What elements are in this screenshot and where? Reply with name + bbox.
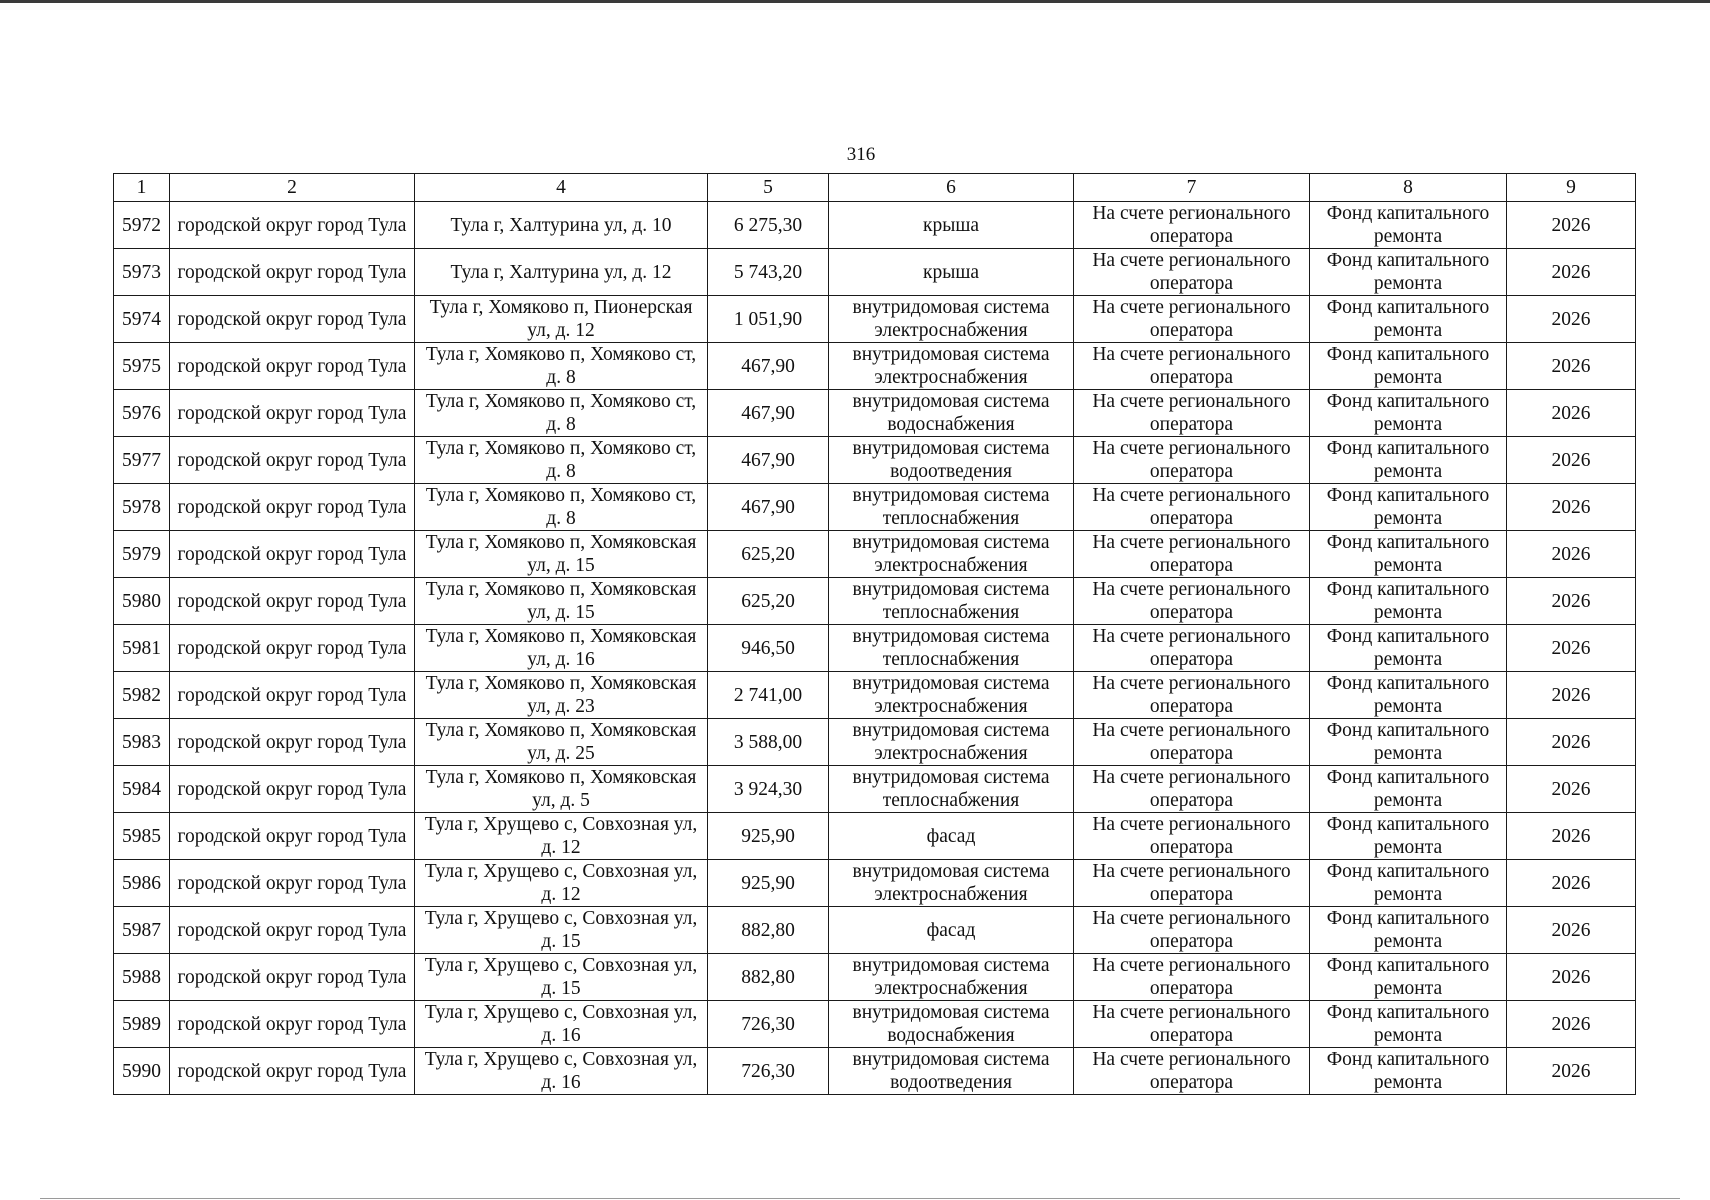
- scan-border-top: [0, 0, 1710, 3]
- work-type-cell: фасад: [829, 813, 1074, 860]
- row-number-cell: 5984: [114, 766, 170, 813]
- row-number-cell: 5990: [114, 1048, 170, 1095]
- district-cell: городской округ город Тула: [170, 813, 415, 860]
- funding-source-cell: Фонд капитального ремонта: [1310, 860, 1507, 907]
- area-cell: 882,80: [708, 954, 829, 1001]
- address-cell: Тула г, Хрущево с, Совхозная ул, д. 16: [415, 1001, 708, 1048]
- district-cell: городской округ город Тула: [170, 766, 415, 813]
- area-cell: 946,50: [708, 625, 829, 672]
- address-cell: Тула г, Хомяково п, Хомяково ст, д. 8: [415, 390, 708, 437]
- funding-source-cell: Фонд капитального ремонта: [1310, 202, 1507, 249]
- account-cell: На счете регионального оператора: [1074, 343, 1310, 390]
- area-cell: 3 924,30: [708, 766, 829, 813]
- year-cell: 2026: [1507, 296, 1636, 343]
- address-cell: Тула г, Халтурина ул, д. 12: [415, 249, 708, 296]
- district-cell: городской округ город Тула: [170, 390, 415, 437]
- address-cell: Тула г, Халтурина ул, д. 10: [415, 202, 708, 249]
- account-cell: На счете регионального оператора: [1074, 719, 1310, 766]
- funding-source-cell: Фонд капитального ремонта: [1310, 813, 1507, 860]
- area-cell: 467,90: [708, 437, 829, 484]
- row-number-cell: 5977: [114, 437, 170, 484]
- row-number-cell: 5976: [114, 390, 170, 437]
- account-cell: На счете регионального оператора: [1074, 296, 1310, 343]
- area-cell: 925,90: [708, 860, 829, 907]
- funding-source-cell: Фонд капитального ремонта: [1310, 625, 1507, 672]
- year-cell: 2026: [1507, 202, 1636, 249]
- year-cell: 2026: [1507, 1048, 1636, 1095]
- district-cell: городской округ город Тула: [170, 954, 415, 1001]
- account-cell: На счете регионального оператора: [1074, 672, 1310, 719]
- work-type-cell: внутридомовая система теплоснабжения: [829, 578, 1074, 625]
- account-cell: На счете регионального оператора: [1074, 766, 1310, 813]
- work-type-cell: внутридомовая система теплоснабжения: [829, 766, 1074, 813]
- year-cell: 2026: [1507, 437, 1636, 484]
- work-type-cell: фасад: [829, 907, 1074, 954]
- row-number-cell: 5972: [114, 202, 170, 249]
- address-cell: Тула г, Хрущево с, Совхозная ул, д. 12: [415, 860, 708, 907]
- scan-border-bottom: [40, 1198, 1680, 1199]
- district-cell: городской округ город Тула: [170, 484, 415, 531]
- account-cell: На счете регионального оператора: [1074, 1001, 1310, 1048]
- year-cell: 2026: [1507, 672, 1636, 719]
- account-cell: На счете регионального оператора: [1074, 1048, 1310, 1095]
- district-cell: городской округ город Тула: [170, 202, 415, 249]
- address-cell: Тула г, Хомяково п, Хомяково ст, д. 8: [415, 343, 708, 390]
- district-cell: городской округ город Тула: [170, 907, 415, 954]
- page-number: 316: [846, 144, 876, 165]
- work-type-cell: внутридомовая система водоснабжения: [829, 390, 1074, 437]
- funding-source-cell: Фонд капитального ремонта: [1310, 531, 1507, 578]
- account-cell: На счете регионального оператора: [1074, 249, 1310, 296]
- table-row: [114, 343, 1636, 390]
- area-cell: 6 275,30: [708, 202, 829, 249]
- area-cell: 625,20: [708, 578, 829, 625]
- row-number-cell: 5979: [114, 531, 170, 578]
- year-cell: 2026: [1507, 249, 1636, 296]
- row-number-cell: 5986: [114, 860, 170, 907]
- funding-source-cell: Фонд капитального ремонта: [1310, 390, 1507, 437]
- table-row: [114, 954, 1636, 1001]
- year-cell: 2026: [1507, 766, 1636, 813]
- row-number-cell: 5988: [114, 954, 170, 1001]
- funding-source-cell: Фонд капитального ремонта: [1310, 719, 1507, 766]
- account-cell: На счете регионального оператора: [1074, 625, 1310, 672]
- area-cell: 625,20: [708, 531, 829, 578]
- district-cell: городской округ город Тула: [170, 343, 415, 390]
- table-row: [114, 296, 1636, 343]
- year-cell: 2026: [1507, 719, 1636, 766]
- account-cell: На счете регионального оператора: [1074, 813, 1310, 860]
- area-cell: 467,90: [708, 343, 829, 390]
- column-header: 4: [415, 174, 708, 202]
- row-number-cell: 5974: [114, 296, 170, 343]
- account-cell: На счете регионального оператора: [1074, 390, 1310, 437]
- year-cell: 2026: [1507, 578, 1636, 625]
- year-cell: 2026: [1507, 484, 1636, 531]
- column-header: 7: [1074, 174, 1310, 202]
- funding-source-cell: Фонд капитального ремонта: [1310, 343, 1507, 390]
- address-cell: Тула г, Хрущево с, Совхозная ул, д. 12: [415, 813, 708, 860]
- funding-source-cell: Фонд капитального ремонта: [1310, 484, 1507, 531]
- table-row: [114, 390, 1636, 437]
- funding-source-cell: Фонд капитального ремонта: [1310, 578, 1507, 625]
- year-cell: 2026: [1507, 1001, 1636, 1048]
- address-cell: Тула г, Хомяково п, Хомяковская ул, д. 15: [415, 578, 708, 625]
- account-cell: На счете регионального оператора: [1074, 437, 1310, 484]
- account-cell: На счете регионального оператора: [1074, 578, 1310, 625]
- funding-source-cell: Фонд капитального ремонта: [1310, 1001, 1507, 1048]
- table-row: [114, 719, 1636, 766]
- address-cell: Тула г, Хомяково п, Хомяковская ул, д. 16: [415, 625, 708, 672]
- registry-table: [113, 173, 1636, 1095]
- work-type-cell: крыша: [829, 249, 1074, 296]
- year-cell: 2026: [1507, 954, 1636, 1001]
- district-cell: городской округ город Тула: [170, 437, 415, 484]
- work-type-cell: внутридомовая система водоотведения: [829, 1048, 1074, 1095]
- address-cell: Тула г, Хомяково п, Хомяковская ул, д. 15: [415, 531, 708, 578]
- column-header: 2: [170, 174, 415, 202]
- year-cell: 2026: [1507, 860, 1636, 907]
- account-cell: На счете регионального оператора: [1074, 907, 1310, 954]
- row-number-cell: 5981: [114, 625, 170, 672]
- work-type-cell: внутридомовая система электроснабжения: [829, 343, 1074, 390]
- row-number-cell: 5989: [114, 1001, 170, 1048]
- address-cell: Тула г, Хомяково п, Хомяковская ул, д. 25: [415, 719, 708, 766]
- area-cell: 882,80: [708, 907, 829, 954]
- area-cell: 5 743,20: [708, 249, 829, 296]
- account-cell: На счете регионального оператора: [1074, 860, 1310, 907]
- work-type-cell: внутридомовая система электроснабжения: [829, 672, 1074, 719]
- column-header: 9: [1507, 174, 1636, 202]
- work-type-cell: внутридомовая система теплоснабжения: [829, 484, 1074, 531]
- area-cell: 1 051,90: [708, 296, 829, 343]
- district-cell: городской округ город Тула: [170, 860, 415, 907]
- area-cell: 467,90: [708, 390, 829, 437]
- address-cell: Тула г, Хрущево с, Совхозная ул, д. 16: [415, 1048, 708, 1095]
- district-cell: городской округ город Тула: [170, 296, 415, 343]
- account-cell: На счете регионального оператора: [1074, 531, 1310, 578]
- year-cell: 2026: [1507, 343, 1636, 390]
- funding-source-cell: Фонд капитального ремонта: [1310, 766, 1507, 813]
- year-cell: 2026: [1507, 390, 1636, 437]
- work-type-cell: внутридомовая система водоснабжения: [829, 1001, 1074, 1048]
- column-header: 5: [708, 174, 829, 202]
- area-cell: 2 741,00: [708, 672, 829, 719]
- table-row: [114, 813, 1636, 860]
- work-type-cell: внутридомовая система электроснабжения: [829, 860, 1074, 907]
- year-cell: 2026: [1507, 813, 1636, 860]
- row-number-cell: 5983: [114, 719, 170, 766]
- table-row: [114, 437, 1636, 484]
- table-row: [114, 202, 1636, 249]
- district-cell: городской округ город Тула: [170, 1001, 415, 1048]
- row-number-cell: 5980: [114, 578, 170, 625]
- funding-source-cell: Фонд капитального ремонта: [1310, 249, 1507, 296]
- year-cell: 2026: [1507, 907, 1636, 954]
- district-cell: городской округ город Тула: [170, 672, 415, 719]
- work-type-cell: внутридомовая система теплоснабжения: [829, 625, 1074, 672]
- table-body: [114, 174, 1636, 1095]
- table-row: [114, 625, 1636, 672]
- column-header: 8: [1310, 174, 1507, 202]
- address-cell: Тула г, Хомяково п, Пионерская ул, д. 12: [415, 296, 708, 343]
- row-number-cell: 5985: [114, 813, 170, 860]
- work-type-cell: внутридомовая система электроснабжения: [829, 719, 1074, 766]
- district-cell: городской округ город Тула: [170, 719, 415, 766]
- work-type-cell: внутридомовая система электроснабжения: [829, 531, 1074, 578]
- address-cell: Тула г, Хомяково п, Хомяковская ул, д. 23: [415, 672, 708, 719]
- row-number-cell: 5987: [114, 907, 170, 954]
- funding-source-cell: Фонд капитального ремонта: [1310, 1048, 1507, 1095]
- district-cell: городской округ город Тула: [170, 531, 415, 578]
- year-cell: 2026: [1507, 625, 1636, 672]
- table-row: [114, 860, 1636, 907]
- funding-source-cell: Фонд капитального ремонта: [1310, 672, 1507, 719]
- table-row: [114, 766, 1636, 813]
- district-cell: городской округ город Тула: [170, 625, 415, 672]
- table-row: [114, 484, 1636, 531]
- table-row: [114, 1001, 1636, 1048]
- account-cell: На счете регионального оператора: [1074, 954, 1310, 1001]
- account-cell: На счете регионального оператора: [1074, 202, 1310, 249]
- table-row: [114, 672, 1636, 719]
- work-type-cell: внутридомовая система электроснабжения: [829, 296, 1074, 343]
- account-cell: На счете регионального оператора: [1074, 484, 1310, 531]
- work-type-cell: внутридомовая система водоотведения: [829, 437, 1074, 484]
- row-number-cell: 5978: [114, 484, 170, 531]
- column-header: 1: [114, 174, 170, 202]
- funding-source-cell: Фонд капитального ремонта: [1310, 954, 1507, 1001]
- area-cell: 467,90: [708, 484, 829, 531]
- district-cell: городской округ город Тула: [170, 1048, 415, 1095]
- area-cell: 3 588,00: [708, 719, 829, 766]
- funding-source-cell: Фонд капитального ремонта: [1310, 296, 1507, 343]
- district-cell: городской округ город Тула: [170, 249, 415, 296]
- year-cell: 2026: [1507, 531, 1636, 578]
- row-number-cell: 5975: [114, 343, 170, 390]
- address-cell: Тула г, Хомяково п, Хомяково ст, д. 8: [415, 484, 708, 531]
- table-row: [114, 531, 1636, 578]
- row-number-cell: 5982: [114, 672, 170, 719]
- address-cell: Тула г, Хомяково п, Хомяково ст, д. 8: [415, 437, 708, 484]
- area-cell: 726,30: [708, 1001, 829, 1048]
- column-header: 6: [829, 174, 1074, 202]
- address-cell: Тула г, Хрущево с, Совхозная ул, д. 15: [415, 954, 708, 1001]
- table-row: [114, 578, 1636, 625]
- row-number-cell: 5973: [114, 249, 170, 296]
- table-row: [114, 1048, 1636, 1095]
- funding-source-cell: Фонд капитального ремонта: [1310, 907, 1507, 954]
- funding-source-cell: Фонд капитального ремонта: [1310, 437, 1507, 484]
- area-cell: 925,90: [708, 813, 829, 860]
- table-row: [114, 907, 1636, 954]
- address-cell: Тула г, Хрущево с, Совхозная ул, д. 15: [415, 907, 708, 954]
- area-cell: 726,30: [708, 1048, 829, 1095]
- column-number-row: [114, 174, 1636, 202]
- work-type-cell: крыша: [829, 202, 1074, 249]
- district-cell: городской округ город Тула: [170, 578, 415, 625]
- address-cell: Тула г, Хомяково п, Хомяковская ул, д. 5: [415, 766, 708, 813]
- work-type-cell: внутридомовая система электроснабжения: [829, 954, 1074, 1001]
- table-row: [114, 249, 1636, 296]
